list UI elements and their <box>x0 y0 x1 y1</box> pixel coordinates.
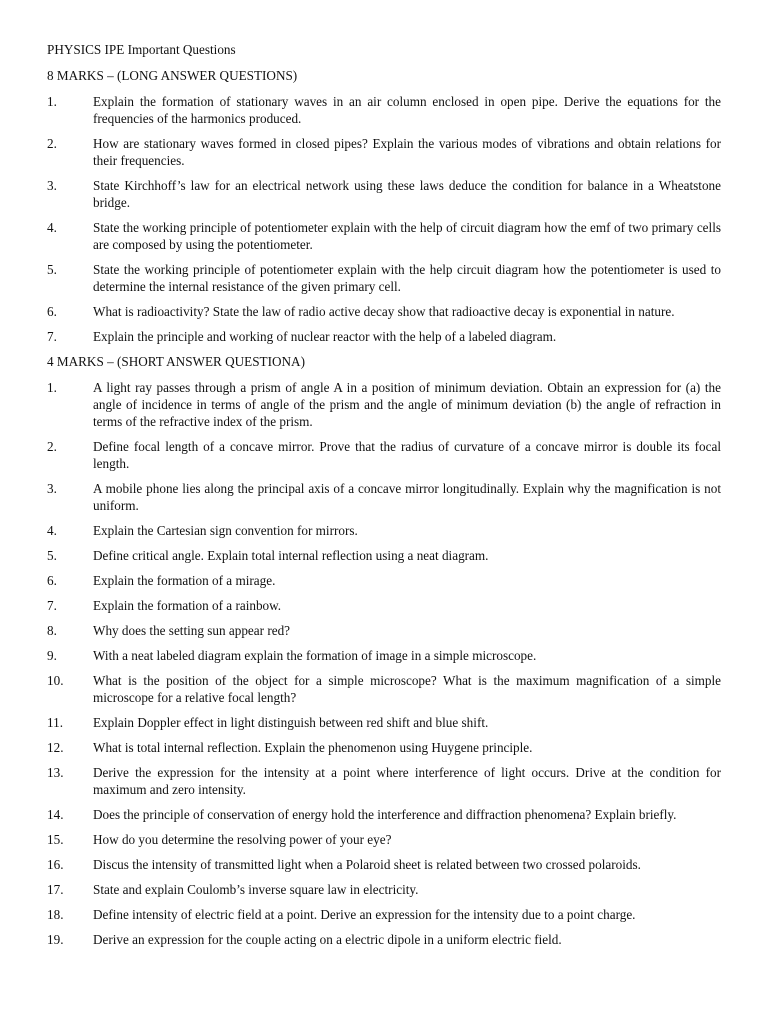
question-number: 6. <box>47 573 57 588</box>
question-number: 3. <box>47 481 57 496</box>
question-item <box>47 480 721 514</box>
section-heading: 4 MARKS – (SHORT ANSWER QUESTIONA) <box>47 354 305 369</box>
question-item <box>47 856 721 873</box>
question-text: State and explain Coulomb’s inverse square law in electricity. <box>93 882 419 897</box>
question-number: 19. <box>47 932 64 947</box>
question-number: 17. <box>47 882 64 897</box>
question-number: 13. <box>47 765 64 780</box>
question-text: What is total internal reflection. Explain the phenomenon using Huygene principle. <box>93 740 533 755</box>
question-text: What is radioactivity? State the law of radio active decay show that radioactive decay is exponential in nature. <box>93 304 675 319</box>
question-item <box>47 135 721 169</box>
question-item <box>47 219 721 253</box>
question-number: 4. <box>47 220 57 235</box>
question-number: 1. <box>47 380 57 395</box>
question-number: 9. <box>47 648 57 663</box>
question-number: 5. <box>47 548 57 563</box>
question-item <box>47 906 721 923</box>
question-list <box>47 379 721 948</box>
question-number: 1. <box>47 94 57 109</box>
document-title: PHYSICS IPE Important Questions <box>47 42 236 57</box>
question-item <box>47 806 721 823</box>
question-item <box>47 647 721 664</box>
question-item <box>47 261 721 295</box>
question-item <box>47 522 721 539</box>
question-number: 5. <box>47 262 57 277</box>
question-text: A mobile phone lies along the principal axis of a concave mirror longitudinally. Explain why the magnification is not uniform. <box>93 481 721 513</box>
question-text: Define critical angle. Explain total internal reflection using a neat diagram. <box>93 548 489 563</box>
question-number: 14. <box>47 807 64 822</box>
question-number: 15. <box>47 832 64 847</box>
question-item <box>47 739 721 756</box>
question-text: How do you determine the resolving power of your eye? <box>93 832 392 847</box>
question-number: 18. <box>47 907 64 922</box>
question-text: A light ray passes through a prism of angle A in a position of minimum deviation. Obtain an expression for (a) the angle of incidence in terms of angle of the prism and the angle of minimum deviation (b) the angle of refraction in terms of the refractive index of the prism. <box>93 380 721 429</box>
question-item <box>47 881 721 898</box>
question-item <box>47 328 721 345</box>
question-text: Explain the formation of a rainbow. <box>93 598 282 613</box>
question-item <box>47 379 721 430</box>
question-text: Explain the principle and working of nuclear reactor with the help of a labeled diagram. <box>93 329 557 344</box>
section-long-answer <box>47 67 721 345</box>
question-number: 8. <box>47 623 57 638</box>
question-text: Derive the expression for the intensity at a point where interference of light occurs. Drive at the condition for maximum and zero intensity. <box>93 765 721 797</box>
question-number: 4. <box>47 523 57 538</box>
question-item <box>47 547 721 564</box>
question-number: 11. <box>47 715 63 730</box>
question-item <box>47 597 721 614</box>
question-text: Define focal length of a concave mirror. Prove that the radius of curvature of a concave mirror is double its focal length. <box>93 439 721 471</box>
question-item <box>47 714 721 731</box>
question-item <box>47 931 721 948</box>
question-item <box>47 764 721 798</box>
question-text: With a neat labeled diagram explain the formation of image in a simple microscope. <box>93 648 537 663</box>
question-text: Explain the Cartesian sign convention for mirrors. <box>93 523 358 538</box>
question-text: Why does the setting sun appear red? <box>93 623 291 638</box>
question-item <box>47 672 721 706</box>
section-heading: 8 MARKS – (LONG ANSWER QUESTIONS) <box>47 68 298 83</box>
question-text: What is the position of the object for a simple microscope? What is the maximum magnification of a simple microscope for a relative focal length? <box>93 673 721 705</box>
question-number: 2. <box>47 439 57 454</box>
question-text: State the working principle of potentiometer explain with the help circuit diagram how the potentiometer is used to determine the internal resistance of the given primary cell. <box>93 262 721 294</box>
question-number: 10. <box>47 673 64 688</box>
question-text: Discus the intensity of transmitted light when a Polaroid sheet is related between two crossed polaroids. <box>93 857 641 872</box>
question-item <box>47 622 721 639</box>
section-short-answer <box>47 353 721 948</box>
question-text: Does the principle of conservation of energy hold the interference and diffraction phenomena? Explain briefly. <box>93 807 677 822</box>
question-list <box>47 93 721 345</box>
question-text: Explain the formation of a mirage. <box>93 573 276 588</box>
question-number: 7. <box>47 598 57 613</box>
question-item <box>47 831 721 848</box>
question-text: Define intensity of electric field at a point. Derive an expression for the intensity due to a point charge. <box>93 907 636 922</box>
question-number: 16. <box>47 857 64 872</box>
question-text: Derive an expression for the couple acting on a electric dipole in a uniform electric field. <box>93 932 562 947</box>
question-number: 7. <box>47 329 57 344</box>
question-item <box>47 177 721 211</box>
question-item <box>47 572 721 589</box>
question-number: 2. <box>47 136 57 151</box>
question-item <box>47 303 721 320</box>
question-item <box>47 438 721 472</box>
question-number: 6. <box>47 304 57 319</box>
question-text: State Kirchhoff’s law for an electrical network using these laws deduce the condition for balance in a Wheatstone bridge. <box>93 178 721 210</box>
question-number: 12. <box>47 740 64 755</box>
question-text: State the working principle of potentiometer explain with the help of circuit diagram how the emf of two primary cells are composed by using the potentiometer. <box>93 220 721 252</box>
question-text: How are stationary waves formed in closed pipes? Explain the various modes of vibrations and obtain relations for their frequencies. <box>93 136 721 168</box>
question-text: Explain Doppler effect in light distinguish between red shift and blue shift. <box>93 715 489 730</box>
question-text: Explain the formation of stationary waves in an air column enclosed in open pipe. Derive the equations for the frequencies of the harmonics produced. <box>93 94 721 126</box>
question-item <box>47 93 721 127</box>
question-number: 3. <box>47 178 57 193</box>
